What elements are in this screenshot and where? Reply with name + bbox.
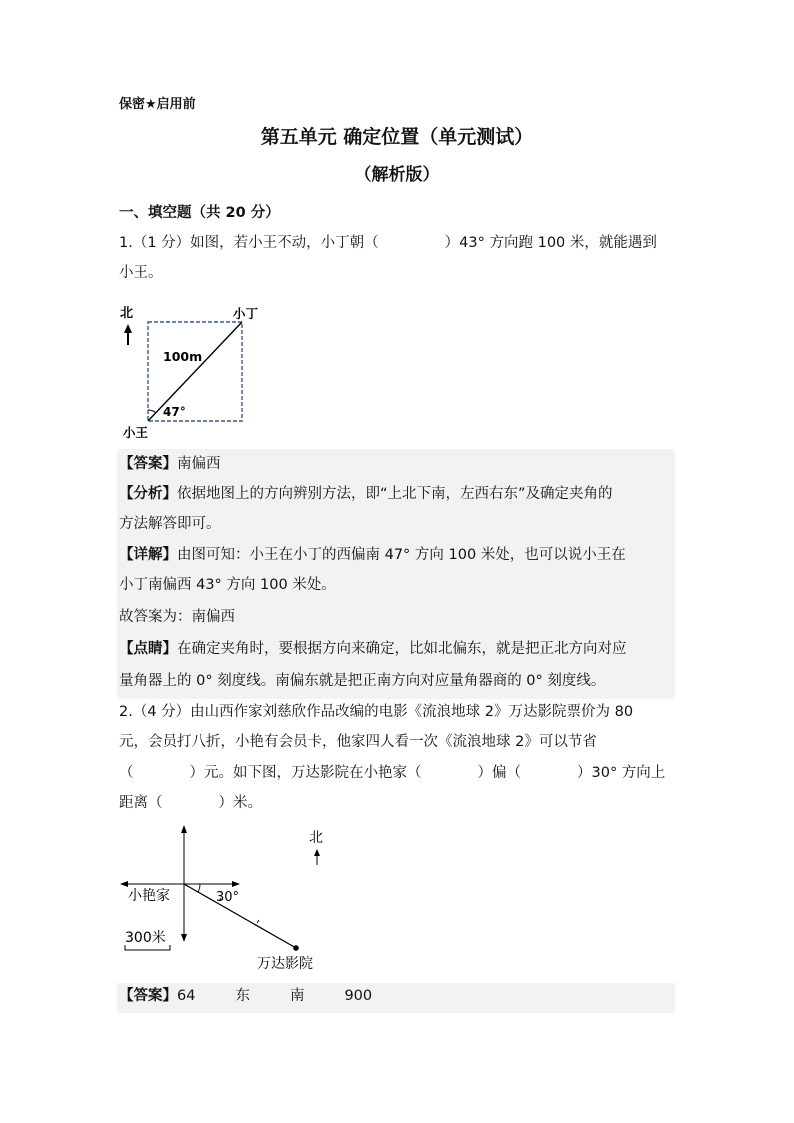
q1-stem-line2: 小王。	[119, 265, 163, 281]
page-subtitle: （解析版）	[354, 165, 440, 185]
q2-angle-label: 30°	[216, 890, 240, 905]
q1-detail-line1: 由图可知：小王在小丁的西偏南 47° 方向 100 米处，也可以说小王在	[177, 547, 626, 563]
q1-detail-tag: 【详解】	[119, 547, 177, 563]
q2-line3-part-d: ）30° 方向上	[577, 765, 666, 781]
q2-answer-4: 900	[344, 988, 373, 1004]
q2-line4-part-a: 距离（	[119, 795, 163, 811]
q2-scale-label: 300米	[125, 930, 166, 946]
q1-tip-tag: 【点睛】	[119, 641, 177, 657]
q2-axes	[125, 830, 235, 937]
q1-answer	[119, 449, 221, 479]
q2-stem-line4	[119, 788, 262, 818]
q2-stem-line3	[119, 758, 665, 788]
q2-line3-part-a: （	[119, 765, 134, 781]
q2-arrow-down	[181, 934, 187, 942]
q1-angle-label: 47°	[163, 405, 186, 419]
q1-stem-line1	[119, 228, 657, 258]
q2-arrow-right	[232, 881, 240, 887]
page-title: 第五单元 确定位置（单元测试）	[260, 126, 534, 148]
q2-answer-1: 64	[177, 988, 196, 1004]
q2-direction-line	[184, 884, 296, 948]
q2-cinema-point	[293, 945, 299, 951]
q1-label-xiaoding: 小丁	[233, 306, 259, 321]
north-arrow	[124, 324, 132, 345]
q1-angle-arc	[148, 410, 156, 413]
q2-arrow-up	[181, 825, 187, 833]
q2-answer-2: 东	[235, 988, 250, 1004]
section-heading: 一、填空题（共 20 分）	[119, 205, 280, 221]
q1-stem-part-a: 1.（1 分）如图，若小王不动，小丁朝（	[119, 235, 379, 251]
q2-home-label: 小艳家	[128, 888, 170, 904]
q2-north-indicator	[314, 849, 320, 865]
q1-tip-line2: 量角器上的 0° 刻度线。南偏东就是把正南方向对应量角器商的 0° 刻度线。	[119, 673, 606, 689]
q1-final-answer: 故答案为：南偏西	[119, 609, 235, 625]
q1-answer-text: 南偏西	[177, 456, 221, 472]
q2-stem-line2: 元，会员打八折，小艳有会员卡，他家四人看一次《流浪地球 2》可以节省	[119, 734, 597, 750]
q2-line4-part-b: ）米。	[218, 795, 262, 811]
q1-tip	[119, 634, 627, 664]
q1-analysis-line1: 依据地图上的方向辨别方法，即“上北下南，左西右东”及确定夹角的	[177, 486, 613, 502]
q1-tip-line1: 在确定夹角时，要根据方向来确定，比如北偏东，就是把正北方向对应	[177, 641, 627, 657]
q1-north-label: 北	[120, 306, 134, 321]
q1-answer-tag: 【答案】	[119, 456, 177, 472]
q1-detail	[119, 540, 626, 570]
q1-label-xiaowang: 小王	[123, 425, 149, 440]
q2-cinema-label: 万达影院	[257, 956, 313, 972]
q2-answer-3: 南	[289, 988, 305, 1004]
q2-answer-tag: 【答案】	[119, 988, 177, 1004]
q2-angle-arc	[198, 884, 200, 892]
q1-figure	[115, 300, 275, 445]
q1-detail-line2: 小丁南偏西 43° 方向 100 米处。	[119, 577, 336, 593]
q1-analysis	[119, 479, 613, 509]
secret-label: 保密★启用前	[119, 97, 196, 112]
q2-answer	[119, 981, 372, 1011]
q2-figure	[115, 822, 345, 974]
q1-distance-label: 100m	[163, 349, 203, 364]
q2-line3-part-c: ）偏（	[477, 765, 521, 781]
q2-stem-line1: 2.（4 分）由山西作家刘慈欣作品改编的电影《流浪地球 2》万达影院票价为 80	[119, 704, 634, 720]
q2-line3-part-b: ）元。如下图，万达影院在小艳家（	[189, 765, 422, 781]
q2-north-label: 北	[309, 830, 323, 846]
q1-stem-part-b: ）43° 方向跑 100 米，就能遇到	[444, 235, 657, 251]
q2-arrow-left	[120, 881, 128, 887]
q1-analysis-line2: 方法解答即可。	[119, 516, 221, 532]
q1-analysis-tag: 【分析】	[119, 486, 177, 502]
